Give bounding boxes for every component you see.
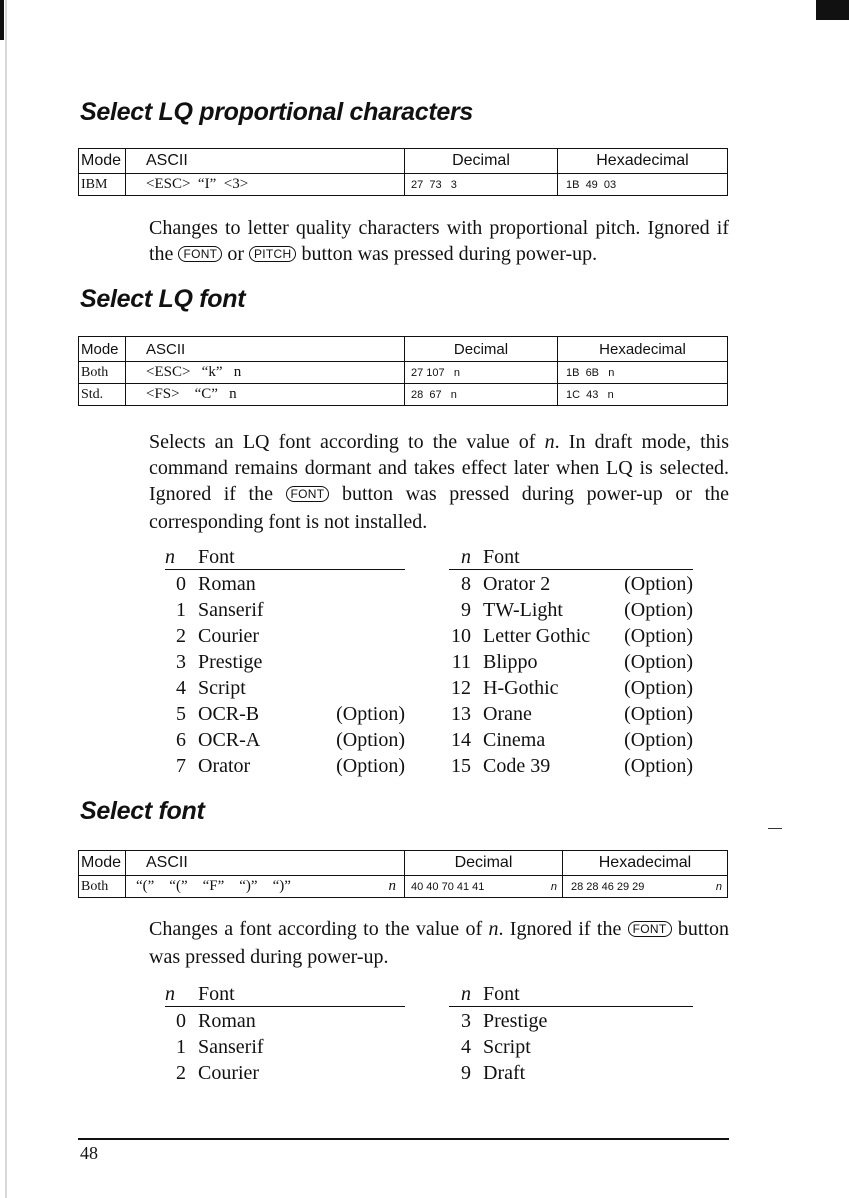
header-decimal: Decimal [405, 149, 558, 174]
header-n: n [449, 543, 483, 570]
font-name: Sanserif [198, 1036, 264, 1058]
header-hexadecimal: Hexadecimal [558, 149, 728, 174]
font-row [165, 674, 405, 700]
font-number: 1 [176, 599, 186, 621]
section-title-lq-font: Select LQ font [80, 285, 246, 313]
scan-dash-mark [768, 828, 782, 829]
font-name: Sanserif [198, 599, 264, 621]
font-list-header [449, 980, 693, 1007]
font-name: Prestige [198, 651, 263, 673]
header-blank [320, 543, 405, 570]
font-number: 7 [176, 755, 186, 777]
font-number: 1 [176, 1036, 186, 1058]
table-header-row [79, 851, 728, 876]
font-name: Orator 2 [483, 573, 551, 595]
header-decimal: Decimal [405, 337, 558, 362]
ascii-sequence: “(” “(” “F” “)” “)” [136, 878, 291, 894]
font-option-note: (Option) [624, 677, 693, 699]
header-font: Font [198, 980, 405, 1007]
font-name: Code 39 [483, 755, 551, 777]
table-row [79, 362, 728, 384]
cell-hexadecimal [563, 876, 728, 898]
font-button-label: FONT [178, 246, 222, 262]
font-button-label: FONT [628, 921, 672, 937]
cell-decimal [405, 876, 563, 898]
n-variable: n [488, 918, 499, 940]
command-table-select-font [78, 850, 728, 898]
cell-decimal: 28 67 n [405, 384, 558, 406]
desc-text: Changes to letter quality characters with proportional pitch. Ignored if the [149, 217, 729, 265]
scan-corner-mark [816, 0, 849, 20]
font-number: 14 [451, 729, 471, 751]
scan-edge-left [5, 0, 7, 1198]
font-number: 4 [176, 677, 186, 699]
cell-mode: Both [79, 876, 126, 898]
font-number: 3 [176, 651, 186, 673]
desc-text: button was pressed during power-up. [296, 243, 598, 265]
header-n: n [165, 543, 198, 570]
font-row [165, 1059, 405, 1085]
command-table-lq-font [78, 336, 728, 406]
pitch-button-label: PITCH [249, 246, 297, 262]
cell-ascii: <ESC> “k” n [126, 362, 405, 384]
font-number: 3 [461, 1010, 471, 1032]
font-option-note: (Option) [624, 755, 693, 777]
table-header-row [79, 149, 728, 174]
font-row [449, 674, 693, 700]
font-number: 13 [451, 703, 471, 725]
font-option-note: (Option) [336, 729, 405, 751]
font-row [165, 570, 405, 597]
font-number: 5 [176, 703, 186, 725]
font-row [449, 1059, 693, 1085]
header-ascii: ASCII [126, 149, 405, 174]
font-name: Script [198, 677, 246, 699]
font-number: 11 [451, 651, 471, 673]
cell-mode: IBM [79, 174, 126, 196]
font-row [449, 700, 693, 726]
n-variable: n [715, 880, 722, 893]
font-row [165, 700, 405, 726]
font-option-note: (Option) [336, 755, 405, 777]
header-ascii: ASCII [126, 851, 405, 876]
font-name: Orator [198, 755, 251, 777]
font-row [449, 596, 693, 622]
font-name: Blippo [483, 651, 538, 673]
header-decimal: Decimal [405, 851, 563, 876]
font-row [165, 1033, 405, 1059]
font-row [165, 1007, 405, 1034]
font-name: Draft [483, 1062, 526, 1084]
font-button-label: FONT [286, 486, 330, 502]
section-title-lq-proportional: Select LQ proportional characters [80, 98, 473, 126]
page-number: 48 [80, 1143, 98, 1163]
font-name: Cinema [483, 729, 546, 751]
font-option-note: (Option) [624, 599, 693, 621]
font-option-note: (Option) [624, 703, 693, 725]
font-number: 0 [176, 573, 186, 595]
desc-text: Changes a font according to the value of [149, 918, 489, 940]
cell-ascii: <ESC> “I” <3> [126, 174, 405, 196]
font-number: 12 [451, 677, 471, 699]
header-n: n [449, 980, 483, 1007]
cell-ascii: <FS> “C” n [126, 384, 405, 406]
section-title-select-font: Select font [80, 797, 205, 825]
font-number: 0 [176, 1010, 186, 1032]
font-name: Roman [198, 573, 256, 595]
cell-decimal: 27 107 n [405, 362, 558, 384]
font-option-note [320, 622, 405, 648]
table-row [79, 174, 728, 196]
font-row [165, 648, 405, 674]
cell-decimal: 27 73 3 [405, 174, 558, 196]
description-lq-proportional [149, 215, 729, 269]
cell-mode: Std. [79, 384, 126, 406]
font-row [449, 648, 693, 674]
font-option-note: (Option) [624, 625, 693, 647]
desc-text: or [222, 243, 249, 265]
desc-text: . Ignored if the [498, 918, 628, 940]
font-name: Courier [198, 1062, 260, 1084]
font-list-right [449, 543, 693, 778]
font-name: H-Gothic [483, 677, 559, 699]
cell-ascii [126, 876, 405, 898]
font-name: Script [483, 1036, 531, 1058]
footer-rule [78, 1138, 729, 1140]
font-number: 2 [176, 625, 186, 647]
font-number: 8 [461, 573, 471, 595]
font-name: OCR-A [198, 729, 261, 751]
cell-hexadecimal: 1B 6B n [558, 362, 728, 384]
cell-hexadecimal: 1B 49 03 [558, 174, 728, 196]
header-mode: Mode [79, 337, 126, 362]
cell-mode: Both [79, 362, 126, 384]
font-row [449, 726, 693, 752]
header-mode: Mode [79, 149, 126, 174]
description-select-font [149, 916, 729, 970]
font-name: Roman [198, 1010, 256, 1032]
header-n: n [165, 980, 198, 1007]
font-option-note [320, 596, 405, 622]
font-row [165, 752, 405, 778]
table-row [79, 384, 728, 406]
decimal-sequence: 40 40 70 41 41 [411, 880, 485, 893]
desc-text: Selects an LQ font according to the value of [149, 431, 545, 453]
font-row [449, 570, 693, 597]
font-list-right [449, 980, 693, 1085]
table-header-row [79, 337, 728, 362]
desc-text: button was pressed during power-up or the corresponding font is not installed. [149, 483, 729, 533]
font-option-note: (Option) [624, 651, 693, 673]
header-font: Font [483, 980, 693, 1007]
font-list-header [165, 980, 405, 1007]
font-name: TW-Light [483, 599, 563, 621]
font-list-left [165, 543, 405, 778]
font-list-header [165, 543, 405, 570]
font-number: 4 [461, 1036, 471, 1058]
font-option-note: (Option) [336, 703, 405, 725]
font-number: 2 [176, 1062, 186, 1084]
font-number: 9 [461, 1062, 471, 1084]
cell-hexadecimal: 1C 43 n [558, 384, 728, 406]
font-row [449, 752, 693, 778]
header-hexadecimal: Hexadecimal [558, 337, 728, 362]
font-option-note: (Option) [624, 729, 693, 751]
font-name: Letter Gothic [483, 625, 591, 647]
font-list-header [449, 543, 693, 570]
font-name: OCR-B [198, 703, 260, 725]
font-number: 6 [176, 729, 186, 751]
font-row [449, 1007, 693, 1034]
font-number: 9 [461, 599, 471, 621]
font-row [165, 726, 405, 752]
font-option-note: (Option) [624, 573, 693, 595]
font-number: 15 [451, 755, 471, 777]
command-table-lq-proportional [78, 148, 728, 196]
scan-edge-mark [0, 0, 4, 40]
table-row [79, 876, 728, 898]
font-number: 10 [451, 625, 471, 647]
n-variable: n [544, 431, 555, 453]
font-name: Prestige [483, 1010, 548, 1032]
desc-text: . In draft mode, this command remains dormant and takes effect later when LQ is selected. Ignored if the [149, 431, 729, 505]
font-option-note [320, 674, 405, 700]
font-row [449, 622, 693, 648]
font-row [165, 596, 405, 622]
header-ascii: ASCII [126, 337, 405, 362]
header-mode: Mode [79, 851, 126, 876]
font-row [449, 1033, 693, 1059]
header-hexadecimal: Hexadecimal [563, 851, 728, 876]
header-blank [613, 543, 693, 570]
hex-sequence: 28 28 46 29 29 [571, 880, 645, 893]
font-option-note [320, 570, 405, 597]
font-row [165, 622, 405, 648]
header-font: Font [483, 543, 613, 570]
description-lq-font [149, 429, 729, 535]
header-font: Font [198, 543, 320, 570]
font-name: Courier [198, 625, 260, 647]
n-variable: n [388, 878, 396, 894]
font-list-left [165, 980, 405, 1085]
n-variable: n [550, 880, 557, 893]
font-option-note [320, 648, 405, 674]
font-name: Orane [483, 703, 532, 725]
desc-text: button was pressed during power-up. [149, 918, 729, 968]
